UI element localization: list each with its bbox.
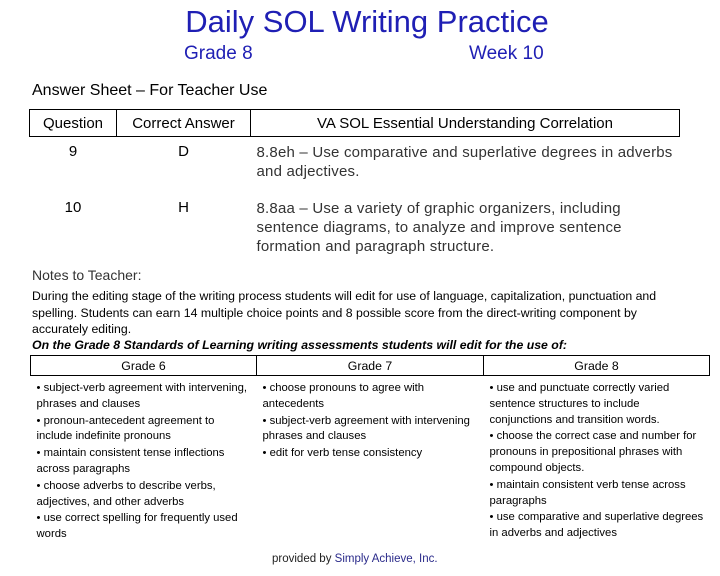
question-number: 10 (64, 198, 82, 216)
grade-label: Grade 8 (184, 43, 253, 64)
list-item: • use comparative and superlative degrees in adverbs and adjectives (489, 511, 704, 540)
notes-emphasis: On the Grade 8 Standards of Learning writing assessments students will edit for the use of: (32, 338, 568, 352)
column-header-correct-answer: Correct Answer (117, 110, 251, 137)
week-label: Week 10 (469, 43, 544, 64)
correct-answer: H (178, 198, 189, 216)
table-row (30, 193, 680, 256)
footer-credit (272, 553, 438, 565)
answer-table-header (30, 110, 680, 137)
list-item: • choose adverbs to describe verbs, adjectives, and other adverbs (36, 479, 216, 508)
list-item: • subject-verb agreement with intervening, phrases and clauses (36, 382, 248, 410)
list-item: • edit for verb tense consistency (262, 447, 423, 460)
footer-prefix: provided by (272, 553, 332, 565)
answer-sheet-title: Answer Sheet – For Teacher Use (32, 82, 268, 99)
grade-6-list (31, 376, 257, 544)
list-item: • use and punctuate correctly varied sentence structures to include conjunctions and transition words. (489, 382, 670, 426)
table-row (30, 137, 680, 193)
correct-answer: D (178, 143, 189, 160)
column-header-grade-6: Grade 6 (31, 356, 257, 376)
list-item: • use correct spelling for frequently used words (36, 512, 238, 541)
answer-table (29, 109, 680, 256)
standards-table-header (31, 356, 710, 376)
table-row (31, 376, 710, 544)
list-item: • pronoun-antecedent agreement to include indefinite pronouns (36, 414, 215, 443)
list-item: • maintain consistent tense inflections across paragraphs (36, 447, 225, 475)
footer-brand: Simply Achieve, Inc. (334, 553, 438, 565)
column-header-correlation: VA SOL Essential Understanding Correlation (251, 110, 680, 137)
sol-correlation: 8.8aa – Use a variety of graphic organizers, including sentence diagrams, to analyze and improve sentence formation and paragraph structure. (256, 199, 622, 255)
list-item: • choose the correct case and number for pronouns in prepositional phrases with compound objects. (489, 430, 697, 474)
notes-label: Notes to Teacher: (32, 267, 142, 283)
column-header-question: Question (30, 110, 117, 137)
column-header-grade-7: Grade 7 (257, 356, 484, 376)
notes-body: During the editing stage of the writing process students will edit for use of language, capitalization, punctuation and spelling. Students can earn 14 multiple choice points and 8 possible score from the direct-writing component by accurately editing. (32, 289, 657, 337)
sol-correlation: 8.8eh – Use comparative and superlative degrees in adverbs and adjectives. (256, 144, 673, 180)
list-item: • choose pronouns to agree with antecedents (262, 382, 425, 410)
standards-table (30, 355, 710, 544)
page-title: Daily SOL Writing Practice (185, 4, 549, 39)
list-item: • maintain consistent verb tense across paragraphs (489, 478, 686, 507)
grade-8-list (484, 376, 710, 544)
question-number: 9 (68, 143, 78, 160)
list-item: • subject-verb agreement with intervening phrases and clauses (262, 414, 470, 443)
column-header-grade-8: Grade 8 (484, 356, 710, 376)
grade-7-list (257, 376, 484, 544)
